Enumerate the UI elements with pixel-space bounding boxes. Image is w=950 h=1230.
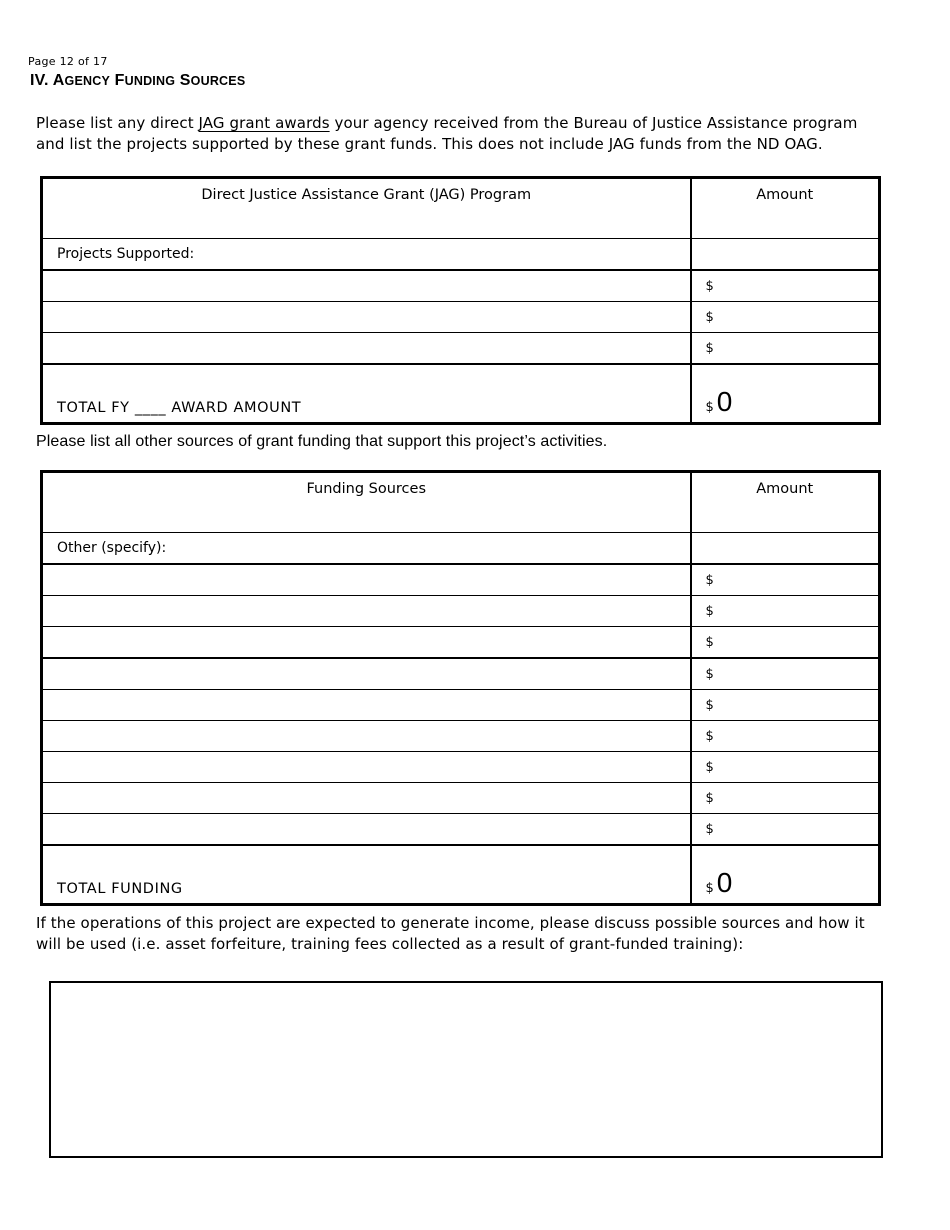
amount-input[interactable]: $ xyxy=(691,302,880,333)
table-row xyxy=(42,302,880,333)
funding-source-input[interactable] xyxy=(42,564,691,596)
table-row xyxy=(42,270,880,302)
jag-table-header xyxy=(42,178,880,239)
funding-total-row xyxy=(42,845,880,905)
project-input[interactable] xyxy=(42,270,691,302)
amount-input[interactable]: $ xyxy=(691,752,880,783)
funding-source-input[interactable] xyxy=(42,658,691,690)
income-response-textarea[interactable] xyxy=(49,981,883,1158)
funding-total-amount: $ 0 xyxy=(691,845,880,905)
funding-subheader-row xyxy=(42,533,880,565)
funding-source-input[interactable] xyxy=(42,690,691,721)
jag-instructions-line2: and list the projects supported by these grant funds. This does not include JAG funds from the ND OAG. xyxy=(36,135,823,153)
table-row xyxy=(42,814,880,846)
amount-input[interactable]: $ xyxy=(691,270,880,302)
amount-input[interactable]: $ xyxy=(691,627,880,659)
amount-input[interactable]: $ xyxy=(691,658,880,690)
jag-program-header: Direct Justice Assistance Grant (JAG) Program xyxy=(42,178,691,239)
project-input[interactable] xyxy=(42,302,691,333)
section-title-word: SOURCES xyxy=(179,72,246,89)
table-row xyxy=(42,564,880,596)
funding-source-input[interactable] xyxy=(42,721,691,752)
jag-total-row xyxy=(42,364,880,424)
jag-table xyxy=(40,176,881,425)
jag-subheader-row xyxy=(42,239,880,271)
jag-total-amount: $ 0 xyxy=(691,364,880,424)
jag-total-label: TOTAL FY ____ AWARD AMOUNT xyxy=(42,364,691,424)
income-instructions-line1: If the operations of this project are expected to generate income, please discuss possible sources and how it xyxy=(36,914,865,932)
amount-input[interactable]: $ xyxy=(691,814,880,846)
jag-amount-header: Amount xyxy=(691,178,880,239)
jag-instructions-line1: Please list any direct JAG grant awards your agency received from the Bureau of Justice Assistance program xyxy=(36,114,858,132)
jag-subheader-amount-cell xyxy=(691,239,880,271)
funding-table-header xyxy=(42,472,880,533)
projects-supported-label: Projects Supported: xyxy=(42,239,691,271)
table-row xyxy=(42,721,880,752)
table-row xyxy=(42,658,880,690)
income-instructions-line2: will be used (i.e. asset forfeiture, training fees collected as a result of grant-funded training): xyxy=(36,935,744,953)
amount-input[interactable]: $ xyxy=(691,721,880,752)
jag-instructions xyxy=(36,113,857,155)
other-funding-instructions: Please list all other sources of grant funding that support this project’s activities. xyxy=(36,433,608,450)
funding-source-input[interactable] xyxy=(42,596,691,627)
income-instructions xyxy=(36,913,865,955)
amount-input[interactable]: $ xyxy=(691,333,880,365)
funding-source-input[interactable] xyxy=(42,752,691,783)
funding-sources-header: Funding Sources xyxy=(42,472,691,533)
section-title xyxy=(30,72,245,90)
section-title-word: FUNDING xyxy=(114,72,176,89)
table-row xyxy=(42,752,880,783)
table-row xyxy=(42,690,880,721)
amount-input[interactable]: $ xyxy=(691,564,880,596)
jag-grant-awards-link[interactable]: JAG grant awards xyxy=(198,114,330,132)
table-row xyxy=(42,596,880,627)
funding-source-input[interactable] xyxy=(42,627,691,659)
amount-input[interactable]: $ xyxy=(691,690,880,721)
funding-subheader-amount-cell xyxy=(691,533,880,565)
table-row xyxy=(42,783,880,814)
amount-input[interactable]: $ xyxy=(691,783,880,814)
other-specify-label: Other (specify): xyxy=(42,533,691,565)
funding-total-label: TOTAL FUNDING xyxy=(42,845,691,905)
page-number: Page 12 of 17 xyxy=(28,55,108,68)
section-title-word: AGENCY xyxy=(52,72,110,89)
table-row xyxy=(42,333,880,365)
funding-source-input[interactable] xyxy=(42,814,691,846)
funding-table xyxy=(40,470,881,906)
funding-amount-header: Amount xyxy=(691,472,880,533)
amount-input[interactable]: $ xyxy=(691,596,880,627)
table-row xyxy=(42,627,880,659)
section-numeral: IV. xyxy=(30,72,49,89)
funding-source-input[interactable] xyxy=(42,783,691,814)
project-input[interactable] xyxy=(42,333,691,365)
